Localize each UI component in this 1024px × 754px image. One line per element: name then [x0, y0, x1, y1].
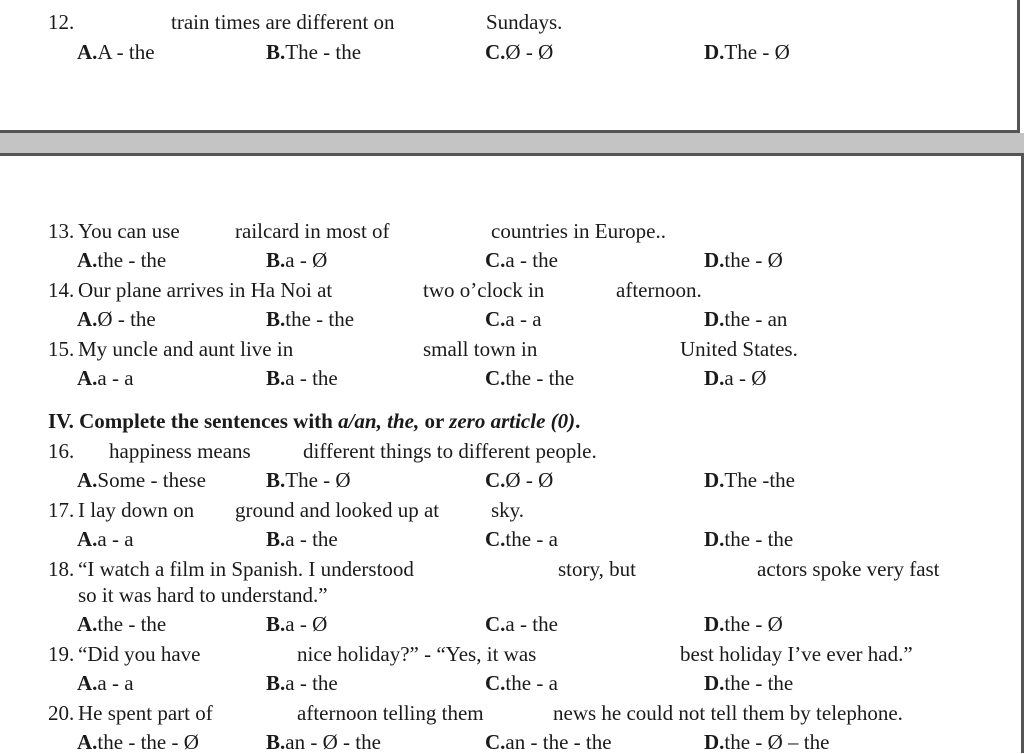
option-c[interactable]: C.a - a [485, 307, 542, 331]
question-number: 14. [48, 278, 75, 302]
question-text: actors spoke very fast [757, 557, 940, 581]
option-d[interactable]: D.the - the [704, 671, 794, 695]
question-text: news he could not tell them by telephone. [553, 701, 903, 725]
option-c[interactable]: C.the - a [485, 527, 558, 551]
option-c[interactable]: C.Ø - Ø [485, 40, 554, 64]
option-b[interactable]: B.a - Ø [266, 248, 328, 272]
question-number: 19. [48, 642, 75, 666]
option-d[interactable]: D.the - an [704, 307, 788, 331]
option-c[interactable]: C.the - the [485, 366, 575, 390]
option-b[interactable]: B.a - the [266, 366, 338, 390]
question-text: happiness means [109, 439, 251, 463]
option-a[interactable]: A.a - a [77, 527, 134, 551]
option-b[interactable]: B.a - Ø [266, 612, 328, 636]
option-b[interactable]: B.The - the [266, 40, 362, 64]
question-text: You can use [78, 219, 180, 243]
option-a[interactable]: A.Some - these [77, 468, 206, 492]
option-a[interactable]: A.the - the [77, 248, 167, 272]
option-d[interactable]: D.the - Ø [704, 612, 783, 636]
option-d[interactable]: D.the - the [704, 527, 794, 551]
question-text: different things to different people. [303, 439, 597, 463]
option-b[interactable]: B.The - Ø [266, 468, 351, 492]
question-text: small town in [423, 337, 538, 361]
option-d[interactable]: D.a - Ø [704, 366, 767, 390]
question-text: He spent part of [78, 701, 213, 725]
question-text: story, but [558, 557, 636, 581]
question-text: countries in Europe.. [491, 219, 666, 243]
option-c[interactable]: C.an - the - the [485, 730, 612, 754]
option-a[interactable]: A.the - the - Ø [77, 730, 199, 754]
question-number: 15. [48, 337, 75, 361]
question-text: My uncle and aunt live in [78, 337, 294, 361]
option-a[interactable]: A.the - the [77, 612, 167, 636]
option-c[interactable]: C.a - the [485, 248, 558, 272]
question-text: “I watch a film in Spanish. I understood [78, 557, 414, 581]
question-text: I lay down on [78, 498, 195, 522]
question-text: two o’clock in [423, 278, 545, 302]
question-text: afternoon telling them [297, 701, 484, 725]
option-a[interactable]: A.a - a [77, 366, 134, 390]
option-c[interactable]: C.Ø - Ø [485, 468, 554, 492]
option-a[interactable]: A.a - a [77, 671, 134, 695]
option-b[interactable]: B.a - the [266, 671, 338, 695]
question-text: “Did you have [78, 642, 201, 666]
question-text: ground and looked up at [235, 498, 440, 522]
question-text: sky. [491, 498, 525, 522]
option-c[interactable]: C.a - the [485, 612, 558, 636]
question-number: 13. [48, 219, 75, 243]
question-number: 20. [48, 701, 75, 725]
option-d[interactable]: D.the - Ø – the [704, 730, 830, 754]
question-text: United States. [680, 337, 798, 361]
option-d[interactable]: D.the - Ø [704, 248, 783, 272]
question-number: 17. [48, 498, 75, 522]
question-text: Sundays. [486, 10, 563, 34]
option-d[interactable]: D.The -the [704, 468, 795, 492]
question-text: so it was hard to understand.” [78, 583, 328, 607]
option-a[interactable]: A.Ø - the [77, 307, 156, 331]
question-number: 12. [48, 10, 75, 34]
section-heading: IV. Complete the sentences with a/an, the, or zero article (0). [48, 409, 581, 433]
option-b[interactable]: B.the - the [266, 307, 355, 331]
question-text: best holiday I’ve ever had.” [680, 642, 913, 666]
question-text: nice holiday?” - “Yes, it was [297, 642, 537, 666]
page-gap [0, 133, 1024, 153]
question-number: 16. [48, 439, 75, 463]
option-d[interactable]: D.The - Ø [704, 40, 790, 64]
question-text: Our plane arrives in Ha Noi at [78, 278, 333, 302]
option-b[interactable]: B.a - the [266, 527, 338, 551]
question-text: train times are different on [171, 10, 395, 34]
option-c[interactable]: C.the - a [485, 671, 558, 695]
question-number: 18. [48, 557, 75, 581]
question-text: afternoon. [616, 278, 702, 302]
option-b[interactable]: B.an - Ø - the [266, 730, 381, 754]
option-a[interactable]: A.A - the [77, 40, 155, 64]
question-text: railcard in most of [235, 219, 390, 243]
